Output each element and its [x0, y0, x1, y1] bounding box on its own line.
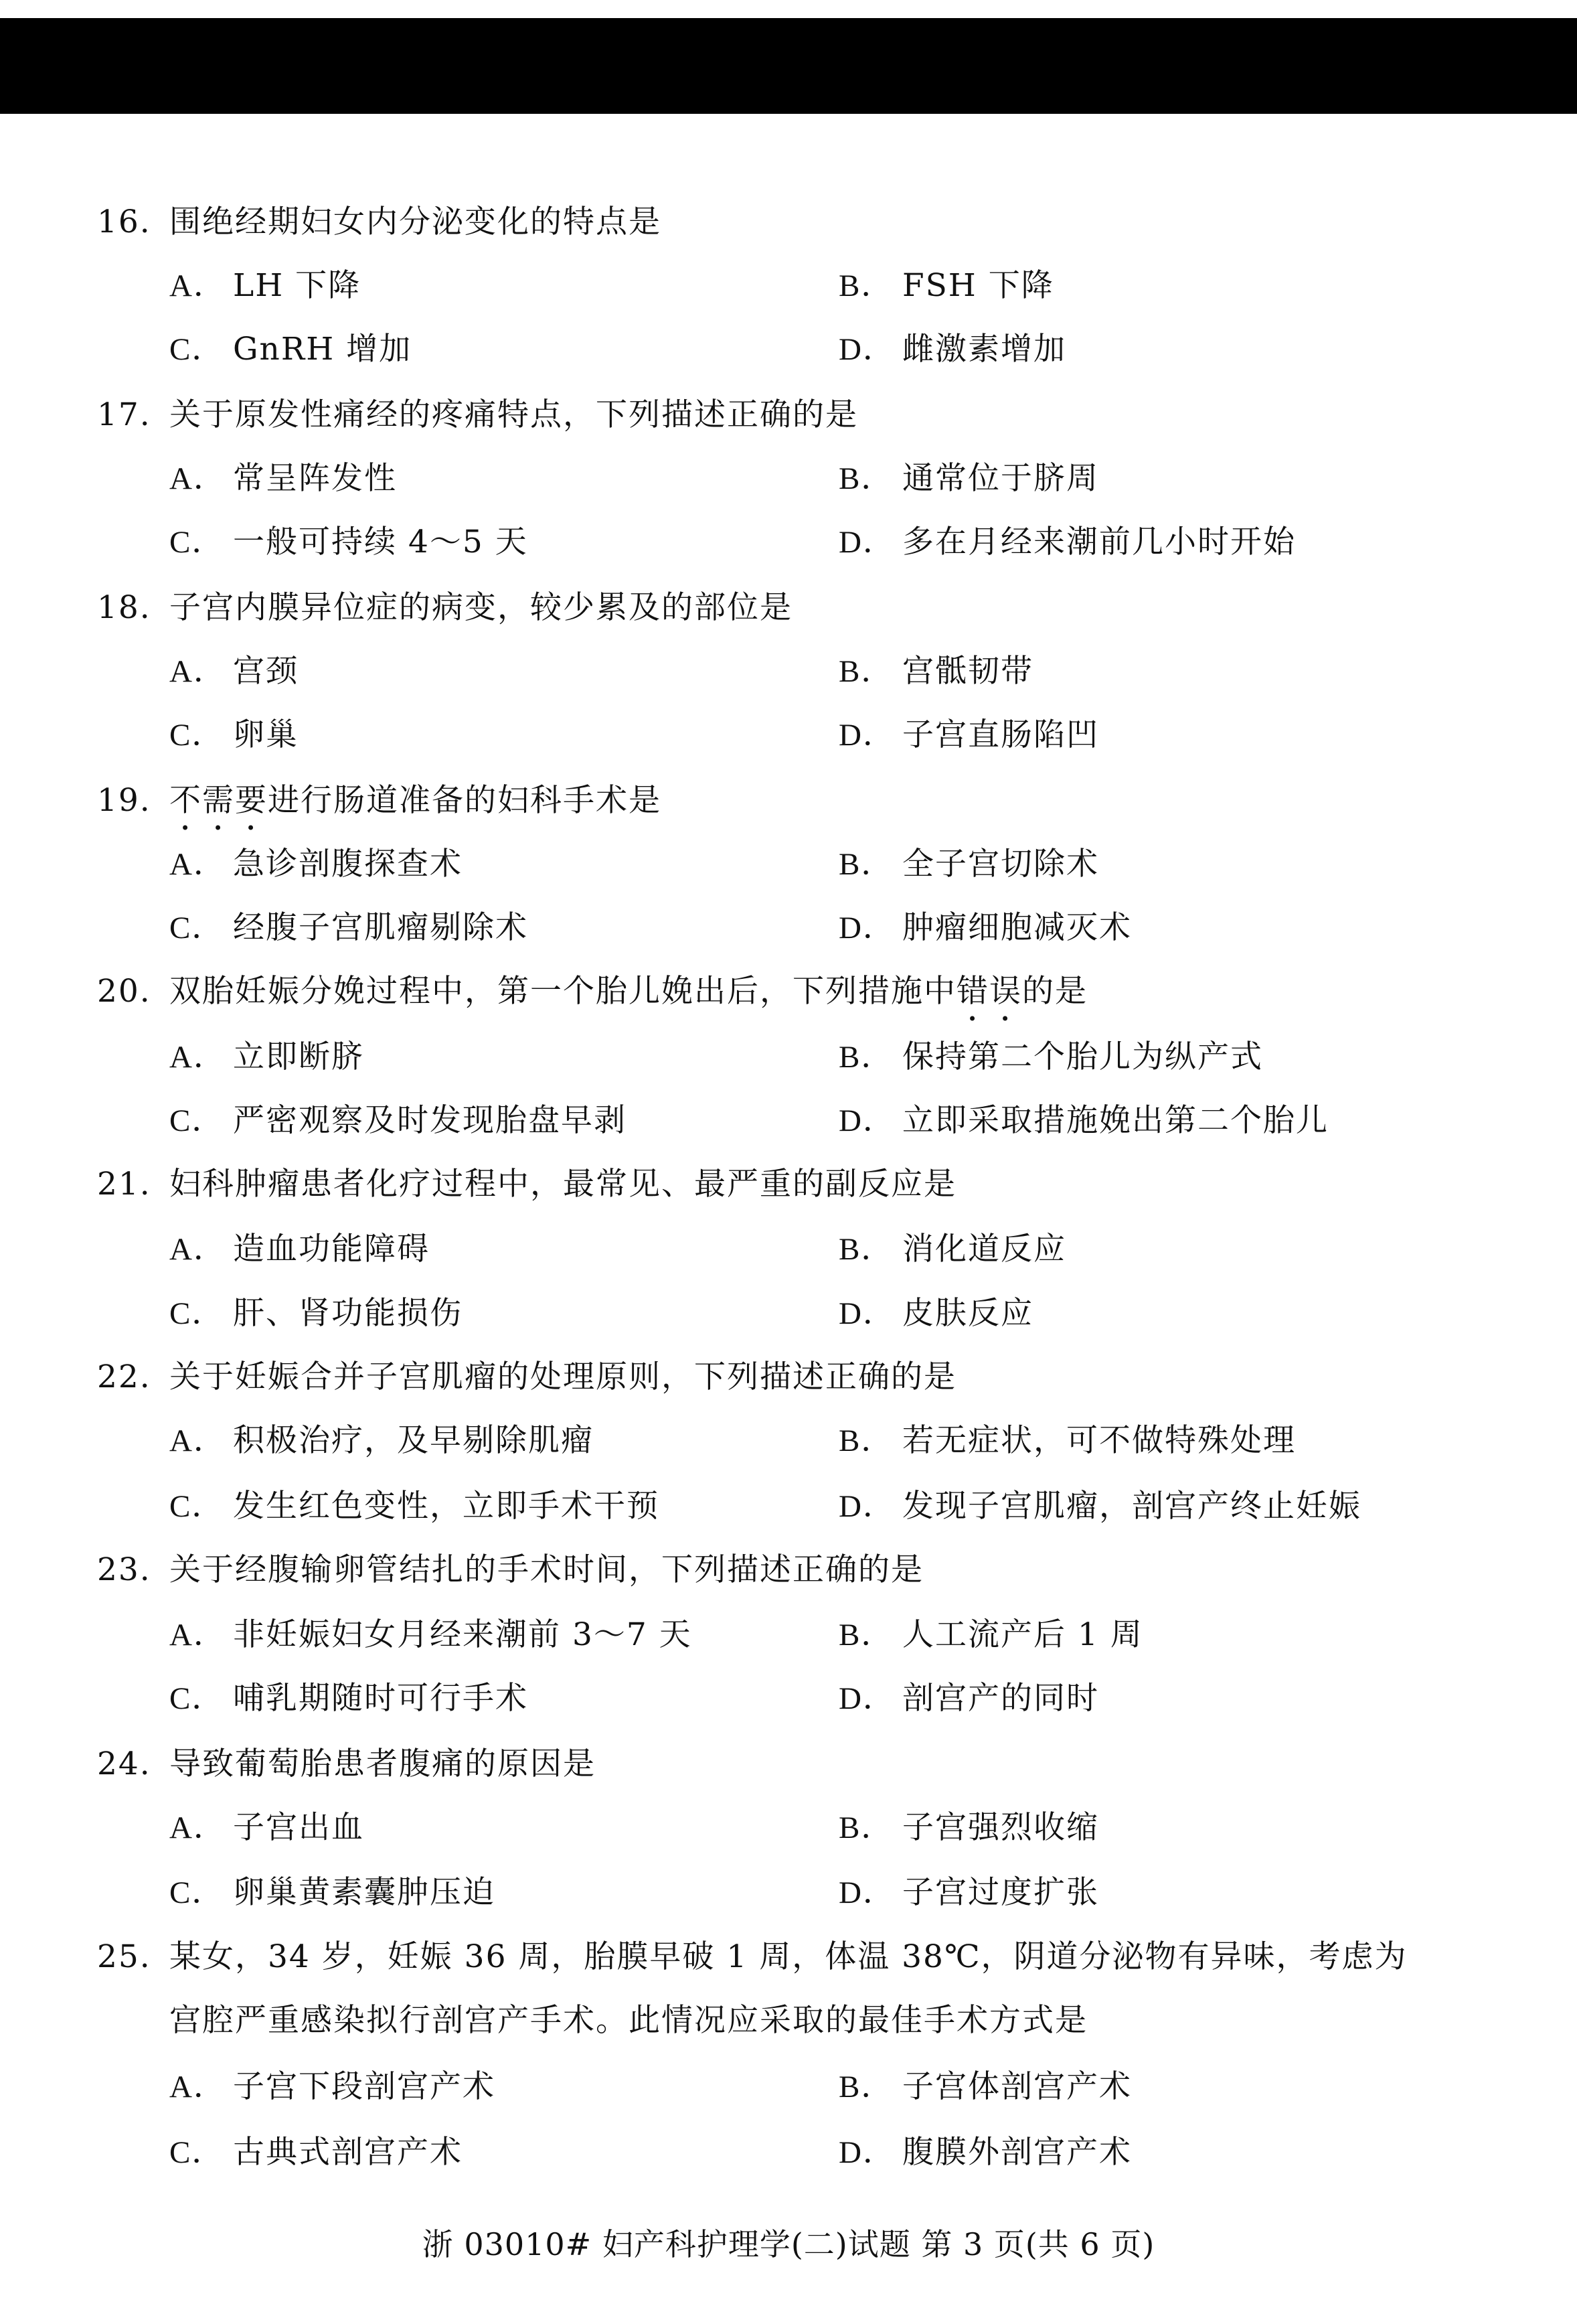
- option-c: [169, 715, 299, 755]
- option-text: 宫颈: [233, 653, 299, 690]
- option-letter: C．: [169, 1489, 225, 1524]
- question-text: [169, 781, 661, 821]
- option-text: 发现子宫肌瘤，剖宫产终止妊娠: [902, 1488, 1361, 1525]
- option-b: [839, 2067, 1132, 2107]
- option-a: [169, 651, 299, 692]
- option-a: [169, 1808, 364, 1848]
- option-letter: C．: [169, 2135, 225, 2170]
- option-letter: A．: [169, 1232, 226, 1267]
- option-c: [169, 1101, 627, 1141]
- option-b: [839, 1808, 1099, 1848]
- option-text: 人工流产后 1 周: [902, 1616, 1143, 1653]
- option-b: [839, 266, 1054, 306]
- option-text: 古典式剖宫产术: [233, 2134, 463, 2171]
- option-letter: B．: [839, 1232, 894, 1267]
- option-d: [839, 2133, 1132, 2173]
- option-letter: D．: [839, 2135, 896, 2170]
- option-letter: C．: [169, 911, 225, 945]
- option-letter: A．: [169, 654, 226, 689]
- option-letter: B．: [839, 654, 894, 689]
- question-text: 导致葡萄胎患者腹痛的原因是: [169, 1746, 596, 1782]
- option-text: 发生红色变性，立即手术干预: [233, 1488, 659, 1525]
- option-b: [839, 651, 1033, 692]
- option-c: [169, 908, 528, 948]
- option-d: [839, 1873, 1099, 1913]
- option-text: 一般可持续 4～5 天: [233, 524, 528, 560]
- question-number: 24.: [97, 1746, 151, 1782]
- option-text: 积极治疗，及早剔除肌瘤: [233, 1422, 594, 1459]
- option-letter: D．: [839, 911, 896, 945]
- option-d: [839, 1101, 1329, 1141]
- option-letter: C．: [169, 1296, 225, 1331]
- emphasized-text: 不需要: [169, 782, 268, 819]
- option-letter: C．: [169, 332, 225, 367]
- option-text: 若无症状，可不做特殊处理: [902, 1422, 1296, 1459]
- option-text: LH 下降: [233, 267, 361, 304]
- option-b: [839, 1615, 1143, 1655]
- option-letter: D．: [839, 1489, 896, 1524]
- option-text: 卵巢黄素囊肿压迫: [233, 1874, 495, 1911]
- option-text: 子宫下段剖宫产术: [233, 2068, 495, 2105]
- option-letter: C．: [169, 718, 225, 753]
- option-text: 皮肤反应: [902, 1295, 1033, 1332]
- option-letter: C．: [169, 1681, 225, 1716]
- question-number: 16.: [97, 204, 151, 240]
- option-text: 立即采取措施娩出第二个胎儿: [902, 1102, 1329, 1139]
- option-d: [839, 1294, 1033, 1334]
- option-text: GnRH 增加: [233, 331, 412, 368]
- option-c: [169, 2133, 463, 2173]
- option-text: 哺乳期随时可行手术: [233, 1680, 528, 1717]
- option-letter: B．: [839, 268, 894, 303]
- option-text: 剖宫产的同时: [902, 1680, 1099, 1717]
- option-b: [839, 1037, 1263, 1077]
- option-d: [839, 715, 1099, 755]
- option-letter: A．: [169, 2070, 226, 2104]
- option-text: 子宫过度扩张: [902, 1874, 1099, 1911]
- option-b: [839, 459, 1099, 499]
- option-text: 保持第二个胎儿为纵产式: [902, 1038, 1263, 1075]
- option-a: [169, 1037, 364, 1077]
- option-text: 急诊剖腹探查术: [233, 846, 463, 882]
- question-text-pre: 双胎妊娠分娩过程中，第一个胎儿娩出后，下列措施中: [169, 973, 957, 1010]
- question-number: 25.: [97, 1938, 151, 1975]
- scan-header-bar: [0, 18, 1577, 114]
- option-letter: C．: [169, 1875, 225, 1910]
- question-number: 21.: [97, 1166, 151, 1203]
- option-text: 肝、肾功能损伤: [233, 1295, 463, 1332]
- question-text-rest: 的是: [1022, 973, 1088, 1010]
- question-text: 关于经腹输卵管结扎的手术时间，下列描述正确的是: [169, 1551, 924, 1588]
- option-text: 子宫强烈收缩: [902, 1809, 1099, 1846]
- option-letter: A．: [169, 1423, 226, 1458]
- option-letter: D．: [839, 1681, 896, 1716]
- emphasized-text: 错误: [957, 973, 1022, 1010]
- question-text: 关于原发性痛经的疼痛特点，下列描述正确的是: [169, 396, 858, 433]
- option-text: 子宫体剖宫产术: [902, 2068, 1132, 2105]
- option-a: [169, 1421, 594, 1461]
- option-d: [839, 908, 1132, 948]
- option-text: 造血功能障碍: [233, 1231, 430, 1267]
- option-letter: D．: [839, 332, 896, 367]
- option-letter: D．: [839, 1103, 896, 1138]
- question-number: 22.: [97, 1359, 151, 1395]
- option-text: 子宫直肠陷凹: [902, 716, 1099, 753]
- option-c: [169, 1486, 659, 1527]
- option-text: 常呈阵发性: [233, 460, 397, 497]
- option-text: 非妊娠妇女月经来潮前 3～7 天: [233, 1616, 692, 1653]
- option-letter: B．: [839, 847, 894, 882]
- option-text: 消化道反应: [902, 1231, 1066, 1267]
- question-text: 围绝经期妇女内分泌变化的特点是: [169, 204, 661, 240]
- question-number: 17.: [97, 396, 151, 433]
- option-text: 腹膜外剖宫产术: [902, 2134, 1132, 2171]
- option-a: [169, 1229, 430, 1269]
- option-text: 立即断脐: [233, 1038, 364, 1075]
- option-c: [169, 1294, 463, 1334]
- question-text: [169, 972, 1088, 1012]
- question-text-line2: 宫腔严重感染拟行剖宫产手术。此情况应采取的最佳手术方式是: [169, 2002, 1088, 2039]
- option-letter: D．: [839, 718, 896, 753]
- option-letter: D．: [839, 1296, 896, 1331]
- option-d: [839, 1679, 1099, 1719]
- option-letter: C．: [169, 1103, 225, 1138]
- option-d: [839, 522, 1296, 562]
- option-b: [839, 1229, 1066, 1269]
- question-text-rest: 进行肠道准备的妇科手术是: [268, 782, 661, 819]
- option-letter: D．: [839, 1875, 896, 1910]
- option-c: [169, 329, 412, 370]
- option-letter: D．: [839, 525, 896, 560]
- option-a: [169, 459, 397, 499]
- option-a: [169, 266, 361, 306]
- option-letter: A．: [169, 847, 226, 882]
- option-text: 肿瘤细胞减灭术: [902, 909, 1132, 946]
- option-b: [839, 844, 1099, 884]
- question-text: 关于妊娠合并子宫肌瘤的处理原则，下列描述正确的是: [169, 1359, 957, 1395]
- option-letter: B．: [839, 2070, 894, 2104]
- option-letter: B．: [839, 1423, 894, 1458]
- option-a: [169, 844, 463, 884]
- option-a: [169, 2067, 495, 2107]
- option-text: 严密观察及时发现胎盘早剥: [233, 1102, 627, 1139]
- question-text: 某女，34 岁，妊娠 36 周，胎膜早破 1 周，体温 38℃，阴道分泌物有异味，考虑为: [169, 1938, 1408, 1975]
- option-a: [169, 1615, 692, 1655]
- option-text: 卵巢: [233, 716, 299, 753]
- option-letter: A．: [169, 268, 226, 303]
- option-letter: B．: [839, 1618, 894, 1652]
- option-letter: B．: [839, 1040, 894, 1075]
- question-number: 23.: [97, 1551, 151, 1588]
- option-c: [169, 522, 528, 562]
- option-letter: B．: [839, 461, 894, 496]
- option-c: [169, 1679, 528, 1719]
- option-text: 通常位于脐周: [902, 460, 1099, 497]
- option-b: [839, 1421, 1296, 1461]
- question-text: 子宫内膜异位症的病变，较少累及的部位是: [169, 589, 793, 626]
- option-c: [169, 1873, 495, 1913]
- question-number: 19.: [97, 782, 151, 819]
- option-d: [839, 329, 1066, 370]
- option-letter: A．: [169, 1810, 226, 1845]
- option-text: 多在月经来潮前几小时开始: [902, 524, 1296, 560]
- option-text: FSH 下降: [902, 267, 1054, 304]
- option-letter: A．: [169, 1618, 226, 1652]
- option-text: 雌激素增加: [902, 331, 1066, 368]
- question-text: 妇科肿瘤患者化疗过程中，最常见、最严重的副反应是: [169, 1166, 957, 1203]
- option-text: 全子宫切除术: [902, 846, 1099, 882]
- option-letter: C．: [169, 525, 225, 560]
- option-letter: A．: [169, 461, 226, 496]
- option-text: 宫骶韧带: [902, 653, 1033, 690]
- option-text: 经腹子宫肌瘤剔除术: [233, 909, 528, 946]
- option-letter: B．: [839, 1810, 894, 1845]
- option-text: 子宫出血: [233, 1809, 364, 1846]
- page-footer: 浙 03010# 妇产科护理学(二)试题 第 3 页(共 6 页): [422, 2226, 1155, 2262]
- question-number: 18.: [97, 589, 151, 626]
- question-number: 20.: [97, 973, 151, 1010]
- option-d: [839, 1486, 1361, 1527]
- option-letter: A．: [169, 1040, 226, 1075]
